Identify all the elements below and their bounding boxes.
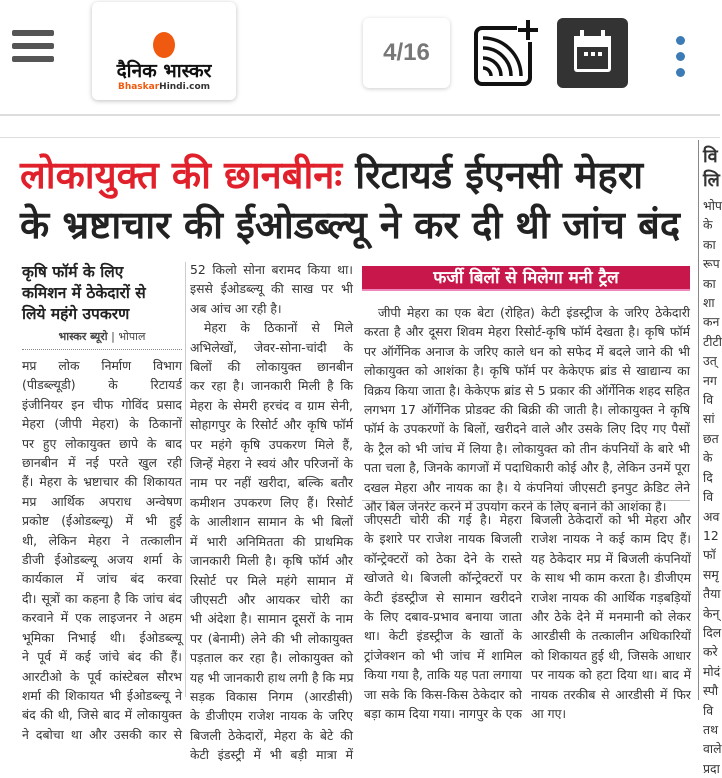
text-line: शर्मा की शिकायत भी ईओडब्ल्यू ने [22, 687, 182, 703]
text-line: छत [703, 430, 719, 446]
text-line: भी अंदेशा है। सामान दूसरों के नाम [190, 611, 353, 627]
box-title: फर्जी बिलों से मिलेगा मनी ट्रैल [362, 266, 690, 291]
text-line: का [703, 236, 716, 252]
text-line: ने पूर्व में कई जांचे बंद की हैं। [22, 649, 182, 665]
text-line: फॉर्म के उपकरणों के बिलों, खरीदने वाले और उसके लिए दिए गए पैसों [364, 421, 690, 437]
text-line: लोकायुक्त को आशंका है। कृषि फॉर्म पर केकेएफ ब्रांड से खाद्यान्य का [364, 363, 690, 379]
column-divider [185, 262, 186, 697]
text-line: बिजली ठेकेदारों, मेहरा के बेटे की [190, 727, 353, 743]
text-line: ट्रांजेक्शन को भी जांच में शामिल [364, 647, 522, 663]
text-line: पड़ताल कर रहा है। लोकायुक्त को [190, 650, 353, 666]
text-line: बंद की थी, जिसे बाद में लोकायुक्त [22, 707, 182, 723]
text-line: वि [703, 146, 718, 167]
logo-sun-icon [153, 32, 175, 58]
text-line: हैं। मेहरा के भ्रष्टाचार की शिकायत [22, 474, 182, 490]
text-line: नायक तरकीब से आरडीसी में फिर [531, 686, 691, 702]
text-line: के लिए दबाव-प्रभाव बनाया जाता [364, 609, 522, 625]
text-line: राजेश नायक की आर्थिक गड़बड़ियों [531, 589, 691, 605]
text-line: स्पौ [703, 683, 719, 699]
rss-add-icon[interactable] [473, 18, 539, 88]
more-vert-icon[interactable] [672, 36, 688, 80]
text-line: टीटी [703, 333, 722, 349]
page-divider [698, 140, 699, 700]
byline: भास्कर ब्यूरो | भोपाल [58, 330, 146, 343]
text-line: मेहरा के ठिकानों से मिले [204, 320, 353, 336]
text-line: आरडीसी के तत्कालीन अधिकारियों [531, 628, 691, 644]
text-line: जीपी मेहरा का एक बेटा (रोहित) केटी इंडस्ट्रीज के जरिए ठेकेदारी [378, 305, 690, 320]
text-line: उत् [703, 353, 717, 369]
text-line: के ट्रैल को भी जांच में लिया है। लोकायुक्त को तीन कंपनियों के बारे भी [364, 440, 690, 456]
text-line: और बिल जेनरेट करने में उपयोग करने के लिए बनाने की आशंका है। [364, 499, 667, 515]
text-line: कन [703, 314, 720, 330]
text-line: कार्यकाल में जांच बंद करवा [22, 571, 182, 587]
headline-line-2: के भ्रष्टाचार की ईओडब्ल्यू ने कर दी थी जांच बंद [20, 203, 680, 247]
text-line: भूमिका निभाई थी। ईओडब्ल्यू [22, 629, 182, 645]
next-article-heading [703, 145, 720, 193]
text-line: था। केटी इंडस्ट्रीज के खातों के [364, 628, 522, 644]
text-line: पर हुए लोकायुक्त छापे के बाद [22, 435, 182, 451]
text-line: यह ठेकेदार मप्र में बिजली कंपनियों [531, 550, 691, 566]
text-line: पर (बेनामी) लेने की भी लोकायुक्त [190, 630, 353, 646]
text-line: किया गया है, ताकि यह पता लगाया [364, 667, 522, 683]
text-line: राजेश नायक ने कई काम दिए हैं। [531, 531, 691, 547]
text-line: तैया [703, 586, 721, 602]
logo-hindi: दैनिक भास्कर [116, 60, 212, 82]
text-line: सोहागपुर के रिसोर्ट और कृषि फॉर्म [190, 417, 353, 433]
text-line: वि [703, 702, 714, 718]
text-line: खोजते थे। बिजली कॉन्ट्रेक्टरों पर [364, 570, 522, 586]
text-line: पर महंगे कृषि उपकरण मिले हैं, [190, 436, 353, 452]
text-line: और ठेके देने में मनमानी को लेकर [531, 609, 691, 625]
text-line: रिसोर्ट पर मिले महंगे सामान में [190, 572, 353, 588]
text-line: तथ [703, 721, 718, 737]
text-line: बिजली ठेकेदारों को भी मेहरा और [531, 512, 691, 527]
text-line: आरटीओ के पूर्व कांस्टेबल सौरभ [22, 668, 182, 684]
page-counter-button[interactable]: 4/16 [363, 18, 450, 88]
text-line: नाम पर नहीं खरीदा, बल्कि बतौर [190, 475, 353, 491]
text-line: छानबीन में नई परते खुल रही [22, 455, 182, 471]
text-line: इससे ईओडब्ल्यू की साख पर भी [190, 281, 353, 297]
text-line: जिन्हें मेहरा ने स्वयं और परिजनों के [190, 456, 353, 472]
text-line: प्रकोष्ट (ईओडब्ल्यू) में भी हुई [22, 513, 182, 529]
divider [22, 349, 182, 350]
text-line: लि [703, 170, 720, 191]
text-line: बिलों की लोकायुक्त छानबीन [190, 359, 353, 375]
logo[interactable] [92, 2, 236, 100]
text-line: जीएसटी चोरी की गई है। मेहरा [364, 512, 522, 527]
text-line: मोदं [703, 663, 721, 679]
article-column-4 [531, 510, 691, 723]
text-line: डीजी ईओडब्ल्यू अजय शर्मा के [22, 552, 182, 568]
text-line: मेहरा के सेमरी हरचंद व ग्राम सेनी, [190, 397, 353, 413]
text-line: सां [703, 411, 715, 427]
text-line: अभिलेखों, जेवर-सोना-चांदी के [190, 339, 353, 355]
top-app-bar [0, 0, 720, 116]
text-line: वि [703, 489, 714, 505]
menu-icon[interactable] [12, 30, 54, 64]
text-line: फॉ [703, 547, 716, 563]
article-column-3 [364, 510, 522, 723]
text-line: अब आंच आ रही है। [190, 300, 282, 316]
text-line: पर नायक को हटा दिया था। बाद में [531, 667, 691, 683]
text-line: आ गए। [531, 706, 567, 722]
box-divider [362, 500, 690, 501]
text-line: शा [703, 295, 715, 311]
text-line: थी, लेकिन मेहरा ने तत्कालीन [22, 532, 182, 548]
text-line: के इशारे पर राजेश नायक बिजली [364, 531, 522, 547]
text-line: सड़क विकास निगम (आरडीसी) [190, 688, 353, 704]
text-line: को शिकायत हुई थी, जिसके आधार [531, 647, 691, 663]
text-line: जीएसटी और आयकर चोरी का [190, 591, 353, 607]
logo-domain: BhaskarHindi.com [117, 82, 211, 92]
text-line: प्रदा [703, 760, 720, 776]
text-line: इंजीनियर इन चीफ गोविंद प्रसाद [22, 396, 182, 412]
box-text [364, 303, 690, 516]
text-line: में भारी अनिमितता की प्राथमिक [190, 533, 353, 549]
text-line: जानकारी मिली है। कृषि फॉर्म और [190, 553, 353, 569]
text-line: दिल [703, 624, 722, 640]
text-line: पर ऑर्गेनिक अनाज के जरिए काले धन को सफेद में बदले जाने की भी [364, 343, 690, 359]
text-line: कमीशन उपकरण लिए हैं। रिसोर्ट [190, 494, 353, 510]
text-line: समृ [703, 566, 719, 582]
text-line: के साथ भी काम करता है। डीजीएम [531, 570, 691, 586]
text-line: जा सके कि किस-किस ठेकेदार को [364, 686, 522, 702]
text-line: वि [703, 392, 714, 408]
text-line: के [703, 217, 713, 233]
text-line: नग [703, 372, 717, 388]
article-column-2 [190, 260, 353, 765]
text-line: केटी इंडस्ट्रीज से सामान खरीदने [364, 589, 522, 605]
text-line: मप्र लोक निर्माण विभाग [22, 358, 182, 373]
text-line: करता है और दूसरा शिवम मेहरा रिसोर्ट-कृषि फॉर्म देखता है। कृषि फॉर्म [364, 324, 690, 340]
text-line: रूप [703, 256, 720, 272]
next-article-text [703, 196, 720, 778]
text-line: 12 [703, 527, 719, 543]
text-line: केन् [703, 605, 720, 621]
text-line: करे [703, 644, 718, 660]
article-column-1 [22, 356, 182, 744]
text-line: लगभग 17 ऑर्गेनिक प्रोडक्ट की बिक्री की जाती है। लोकायुक्त ने कृषि [364, 402, 690, 418]
text-line: करवाने में एक लाइजनर ने अहम [22, 610, 182, 626]
text-line: विक्रय किया जाता है। केकेएफ ब्रांड से 5 प्रकार की ऑर्गेनिक शहद सहित [364, 382, 690, 398]
text-line: का [703, 275, 716, 291]
calendar-icon [557, 18, 628, 88]
text-line: पता चला है, जिनके कागजों में पदाधिकारी कोई और है, लेकिन उनमें पूरा [364, 460, 690, 476]
text-line: (पीडब्ल्यूडी) के रिटायर्ड [22, 377, 182, 393]
text-line: यह भी जानकारी हाथ लगी है कि मप्र [190, 669, 354, 685]
text-line: केटी इंडस्ट्री में भी बड़ी मात्रा में [190, 747, 353, 763]
text-line: के डीजीएम राजेश नायक के जरिए [190, 708, 353, 724]
text-line: वाले [703, 741, 722, 757]
text-line: कर रहा है। जानकारी मिली है कि [190, 378, 353, 394]
text-line: दि [703, 469, 713, 485]
text-line: मेहरा (जीपी मेहरा) के ठिकानों [22, 416, 182, 432]
text-line: बड़ा काम दिया गया। नागपुर के एक [364, 706, 522, 722]
text-line: भोप [703, 198, 722, 213]
subheadline: कृषि फॉर्म के लिए कमिशन में ठेकेदारों से लिये महंगे उपकरण [22, 263, 146, 323]
text-line: के आलीशान सामान के भी बिलों [190, 514, 353, 530]
text-line: ने दबोचा था और उसकी कार से [22, 726, 182, 742]
text-line: 52 किलो सोना बरामद किया था। [190, 262, 353, 277]
headline-line-1: लोकायुक्त की छानबीनः रिटायर्ड ईएनसी मेहरा [20, 153, 644, 197]
text-line: कॉन्ट्रेक्टरों को ठेका देने के रास्ते [364, 550, 522, 566]
text-line: के [703, 450, 713, 466]
text-line: अव [703, 508, 720, 524]
text-line: मप्र आर्थिक अपराध अन्वेषण [22, 493, 182, 509]
text-line: दी। सूत्रों का कहना है कि जांच बंद [22, 590, 182, 606]
calendar-button[interactable] [557, 18, 628, 88]
text-line: दखल मेहरा और नायक का है। ये कंपनियां जीएसटी इनपुट क्रेडिट लेने [364, 479, 690, 495]
